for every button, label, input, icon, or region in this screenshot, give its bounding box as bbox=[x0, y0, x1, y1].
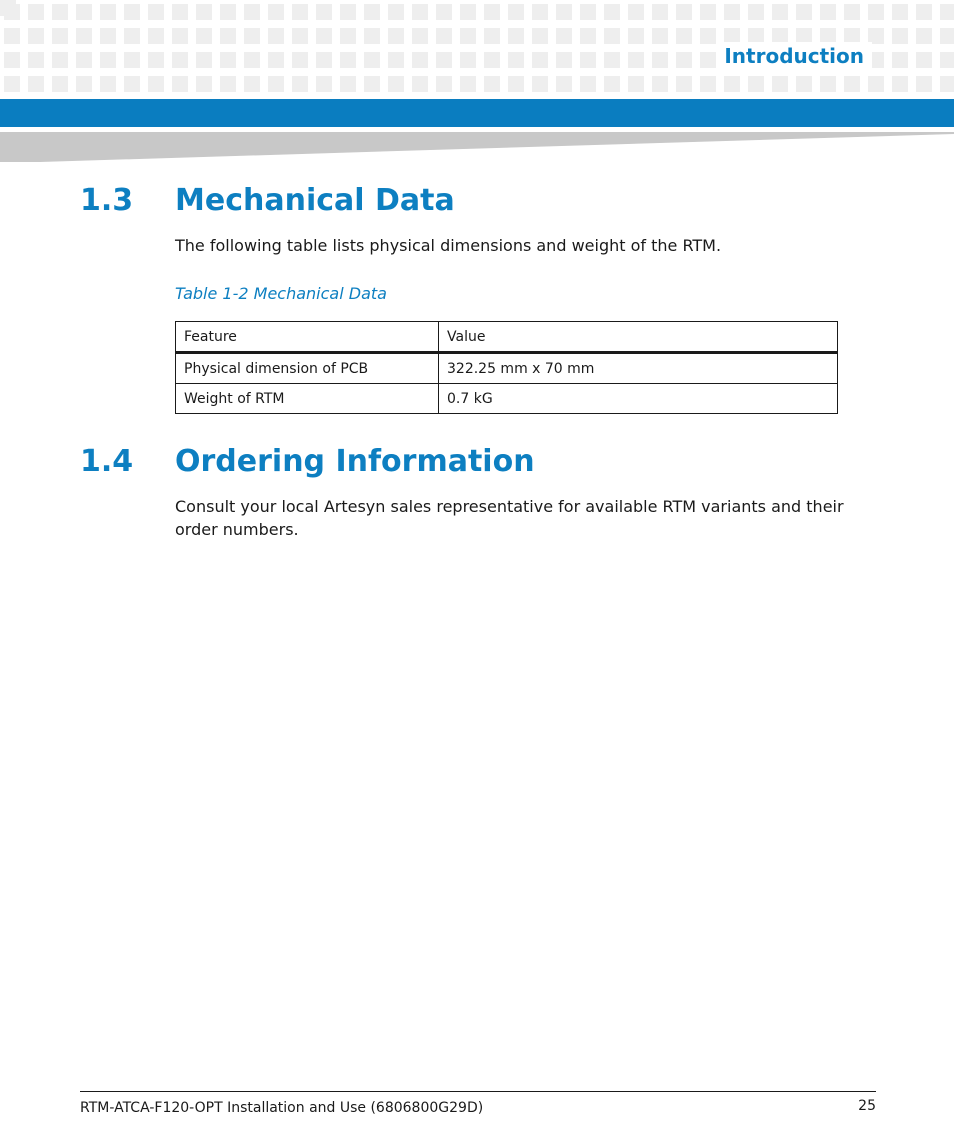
footer-page-number: 25 bbox=[858, 1098, 876, 1114]
footer-rule bbox=[80, 1091, 876, 1092]
table-cell: 322.25 mm x 70 mm bbox=[439, 353, 838, 384]
table-cell: 0.7 kG bbox=[439, 384, 838, 414]
section-number: 1.4 bbox=[80, 444, 134, 479]
footer-document-title: RTM-ATCA-F120-OPT Installation and Use (6806800G29D) bbox=[80, 1100, 484, 1116]
chapter-title: Introduction bbox=[716, 42, 872, 70]
table-row bbox=[176, 353, 838, 384]
section-number: 1.3 bbox=[80, 183, 134, 218]
section-title: Mechanical Data bbox=[175, 183, 455, 218]
table-cell: Weight of RTM bbox=[176, 384, 439, 414]
table-header-cell: Feature bbox=[176, 322, 439, 353]
mechanical-data-table bbox=[175, 321, 838, 414]
section-heading-mechanical-data bbox=[80, 183, 455, 219]
table-caption: Table 1-2 Mechanical Data bbox=[175, 284, 387, 303]
section-heading-ordering-information bbox=[80, 444, 535, 480]
ordering-body-text: Consult your local Artesyn sales representative for available RTM variants and their order numbers. bbox=[175, 497, 844, 539]
table-header-cell: Value bbox=[439, 322, 838, 353]
table-header-row bbox=[176, 322, 838, 353]
header-gray-wedge bbox=[0, 132, 954, 164]
mechanical-intro-text: The following table lists physical dimensions and weight of the RTM. bbox=[175, 236, 722, 255]
table-row bbox=[176, 384, 838, 414]
table-cell: Physical dimension of PCB bbox=[176, 353, 439, 384]
header-blue-bar bbox=[0, 99, 954, 127]
section-title: Ordering Information bbox=[175, 444, 535, 479]
